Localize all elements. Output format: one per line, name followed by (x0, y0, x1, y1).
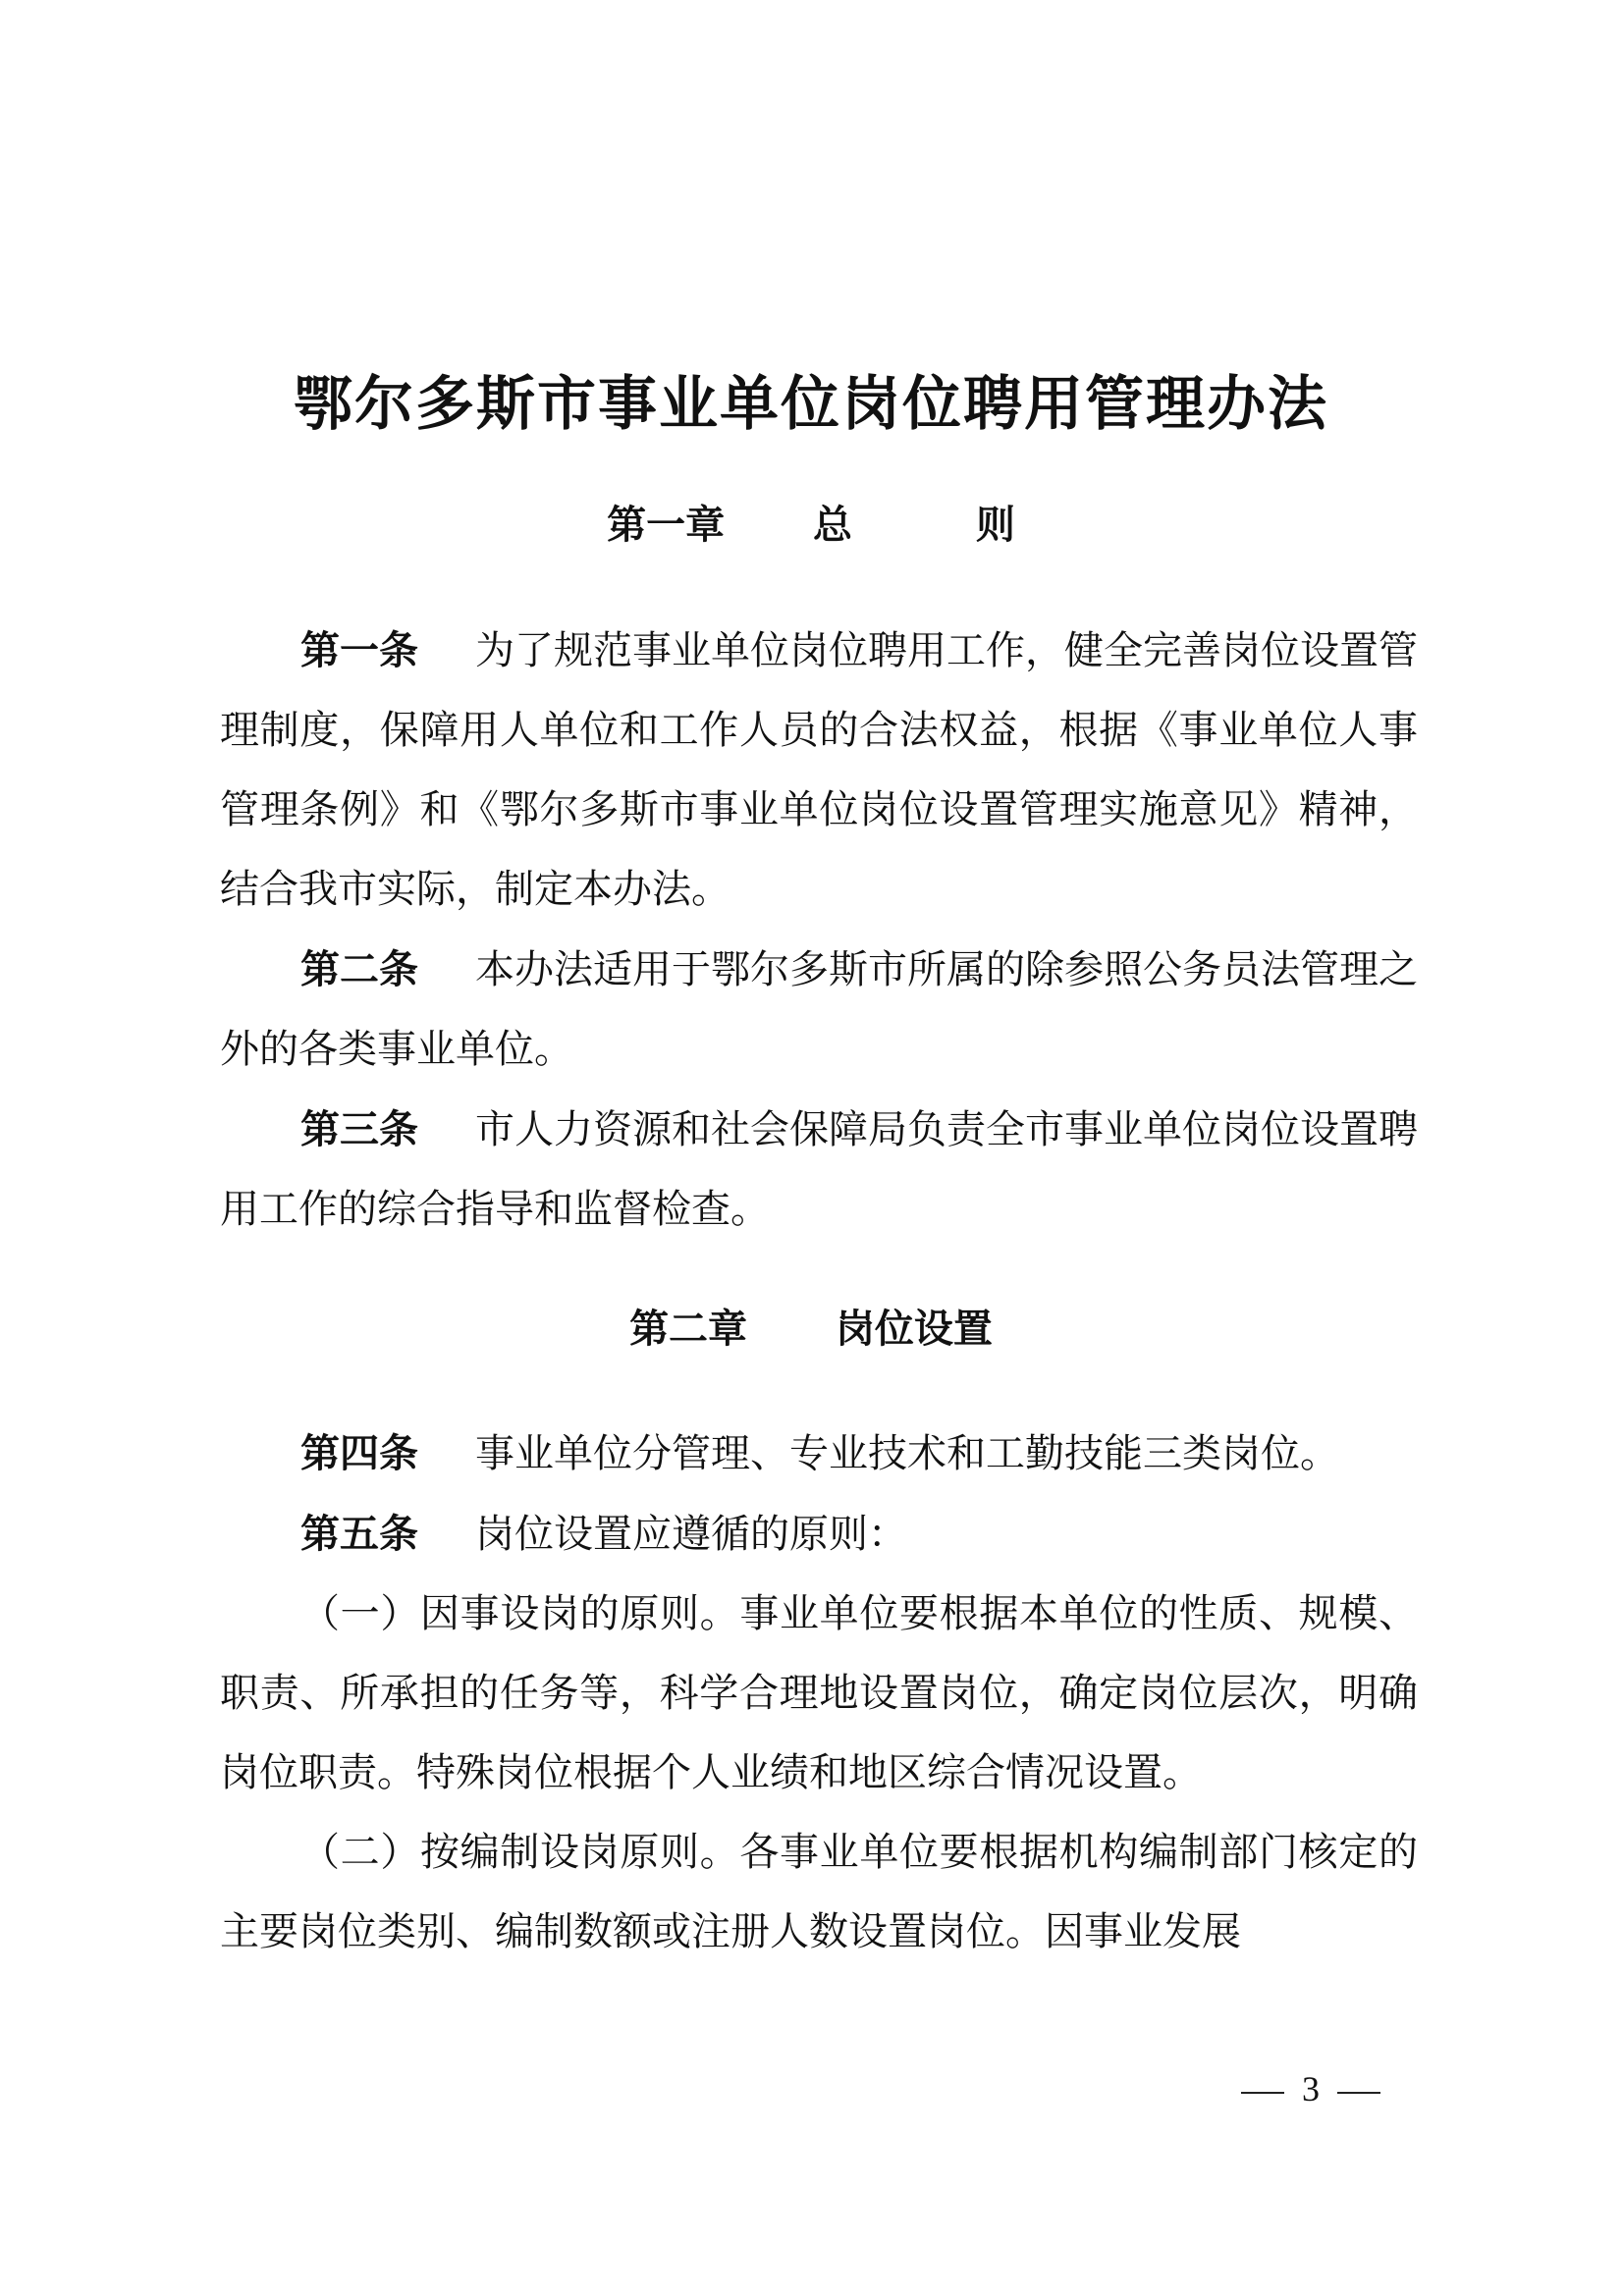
article-4 (220, 1414, 1418, 1494)
article-3 (220, 1090, 1418, 1250)
chapter-two-name: 岗位设置 (835, 1306, 993, 1352)
chapter-one-word2: 则 (975, 502, 1015, 548)
chapter-two-heading (0, 1300, 1622, 1359)
chapter-one-word1: 总 (813, 502, 852, 548)
article-text: 岗位设置应遵循的原则： (475, 1512, 907, 1557)
article-5 (220, 1494, 1418, 1575)
document-title: 鄂尔多斯市事业单位岗位聘用管理办法 (294, 370, 1328, 439)
page-number (1217, 2068, 1404, 2109)
chapter-two-label: 第二章 (629, 1306, 748, 1352)
article-label: 第二条 (300, 946, 418, 992)
article-label: 第三条 (300, 1106, 418, 1152)
chapter-one-body (220, 611, 1418, 1250)
page-number-dash-right (1337, 2092, 1380, 2094)
article-text: 市人力资源和社会保障局负责全市事业单位岗位设置聘用工作的综合指导和监督检查。 (220, 1107, 1418, 1232)
article-text: 为了规范事业单位岗位聘用工作，健全完善岗位设置管理制度，保障用人单位和工作人员的合法权益，根据《事业单位人事管理条例》和《鄂尔多斯市事业单位岗位设置管理实施意见》精神，结合我市实际，制定本办法。 (220, 628, 1418, 912)
article-text: 本办法适用于鄂尔多斯市所属的除参照公务员法管理之外的各类事业单位。 (220, 947, 1418, 1072)
article-label: 第五条 (300, 1511, 418, 1557)
chapter-one-label: 第一章 (607, 502, 726, 548)
article-2 (220, 930, 1418, 1090)
principle-1: （一）因事设岗的原则。事业单位要根据本单位的性质、规模、职责、所承担的任务等，科学合理地设置岗位，确定岗位层次，明确岗位职责。特殊岗位根据个人业绩和地区综合情况设置。 (220, 1591, 1418, 1795)
chapter-two-body (220, 1414, 1418, 1972)
page-number-value: 3 (1302, 2069, 1320, 2109)
article-text: 事业单位分管理、专业技术和工勤技能三类岗位。 (475, 1431, 1339, 1476)
principle-2: （二）按编制设岗原则。各事业单位要根据机构编制部门核定的主要岗位类别、编制数额或注册人数设置岗位。因事业发展 (220, 1830, 1418, 1954)
article-label: 第四条 (300, 1430, 418, 1476)
page-number-dash-left (1241, 2092, 1284, 2094)
article-label: 第一条 (300, 627, 418, 673)
chapter-one-heading (0, 496, 1622, 555)
article-1 (220, 611, 1418, 930)
